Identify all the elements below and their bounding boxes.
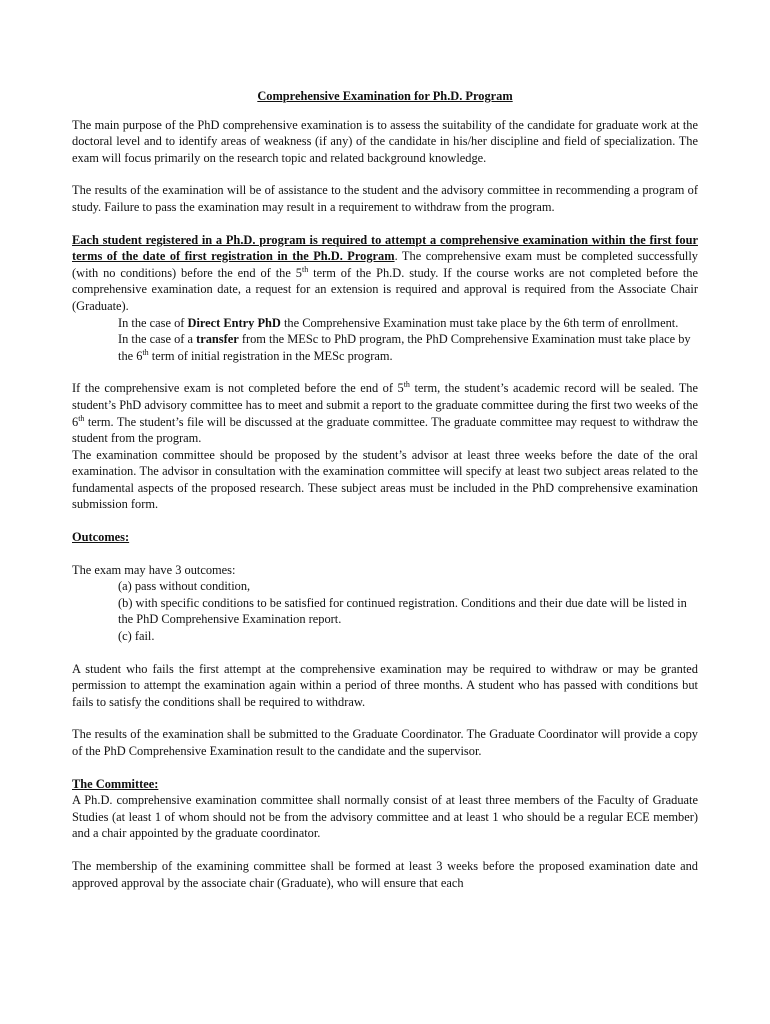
transfer-term: transfer bbox=[196, 332, 239, 347]
ordinal-suffix: th bbox=[301, 264, 309, 274]
ordinal-suffix: th bbox=[142, 347, 149, 357]
transfer-mid: from the MESc to PhD program, the PhD Comprehensive Examination must take place by the 6 bbox=[118, 332, 691, 363]
membership-paragraph: The membership of the examining committee shall be formed at least 3 weeks before the proposed examination date and approved approval by the associate chair (Graduate), who will ensure that each bbox=[72, 858, 698, 890]
outcome-item-c: (c) fail. bbox=[118, 629, 155, 644]
sealed-record-paragraph bbox=[72, 380, 698, 446]
registration-text-b: term of the Ph.D. study. If the course works are not completed before the comprehensive examination date, a request for an extension is required and approval is required from the Associate Chair (Graduate). bbox=[72, 265, 698, 313]
results-paragraph: The results of the examination will be of assistance to the student and the advisory committee in recommending a program of study. Failure to pass the examination may result in a requirement to withdraw from the program. bbox=[72, 183, 698, 214]
outcomes-heading: Outcomes: bbox=[72, 530, 130, 545]
sealed-text-c: term. The student’s file will be discussed at the graduate committee. The graduate committee may request to withdraw the student from the program. bbox=[72, 414, 698, 446]
outcomes-intro: The exam may have 3 outcomes: bbox=[72, 562, 236, 577]
direct-entry-post: the Comprehensive Examination must take place by the 6th term of enrollment. bbox=[280, 315, 679, 330]
transfer-post: term of initial registration in the MESc program. bbox=[148, 348, 393, 363]
document-page bbox=[72, 88, 698, 891]
registration-paragraph bbox=[72, 232, 698, 315]
registration-requirement: Each student registered in a Ph.D. program is required to attempt a comprehensive examination within the first four terms of the date of first registration in the Ph.D. Program bbox=[72, 232, 698, 264]
direct-entry-pre: In the case of bbox=[118, 315, 188, 330]
outcome-item-b: (b) with specific conditions to be satisfied for continued registration. Conditions and their due date will be listed in the PhD Comprehensive Examination report. bbox=[118, 595, 687, 627]
ordinal-suffix: th bbox=[78, 413, 85, 423]
transfer-paragraph bbox=[72, 331, 698, 364]
sealed-text-b: term, the student’s academic record will be sealed. The student’s PhD advisory committee has to meet and submit a report to the graduate committee during the first two weeks of the 6 bbox=[72, 381, 698, 429]
ordinal-suffix: th bbox=[403, 380, 410, 390]
transfer-pre: In the case of a bbox=[118, 332, 197, 347]
purpose-paragraph: The main purpose of the PhD comprehensive examination is to assess the suitability of the candidate for graduate work at the doctoral level and to identify areas of weakness (if any) of the candidate in his/her discipline and field of specialization. The exam will focus primarily on the research topic and related background knowledge. bbox=[72, 117, 698, 165]
direct-entry-term: Direct Entry PhD bbox=[187, 315, 281, 330]
registration-text-a: . The comprehensive exam must be completed successfully (with no conditions) before the end of the 5 bbox=[72, 249, 698, 280]
results-submission-paragraph: The results of the examination shall be submitted to the Graduate Coordinator. The Graduate Coordinator will provide a copy of the PhD Comprehensive Examination result to the candidate and the supervisor. bbox=[72, 727, 698, 758]
document-title: Comprehensive Examination for Ph.D. Program bbox=[257, 89, 513, 103]
direct-entry-paragraph bbox=[72, 315, 698, 332]
committee-heading: The Committee: bbox=[72, 776, 159, 791]
committee-paragraph: A Ph.D. comprehensive examination committee shall normally consist of at least three members of the Faculty of Graduate Studies (at least 1 of whom should not be from the advisory committee and at least 1 who should be a regular ECE member) and a chair appointed by the graduate coordinator. bbox=[72, 793, 698, 841]
outcome-item-a: (a) pass without condition, bbox=[118, 579, 251, 594]
committee-proposal-paragraph: The examination committee should be proposed by the student’s advisor at least three weeks before the date of the oral examination. The advisor in consultation with the examination committee will specify at least two subject areas related to the fundamental aspects of the proposed research. These subject areas must be included in the PhD comprehensive examination submission form. bbox=[72, 447, 698, 512]
failure-paragraph: A student who fails the first attempt at the comprehensive examination may be required to withdraw or may be granted permission to attempt the examination again within a period of three months. A student who has passed with conditions but fails to satisfy the conditions shall be required to withdraw. bbox=[72, 661, 698, 709]
sealed-text-a: If the comprehensive exam is not completed before the end of 5 bbox=[72, 381, 404, 396]
